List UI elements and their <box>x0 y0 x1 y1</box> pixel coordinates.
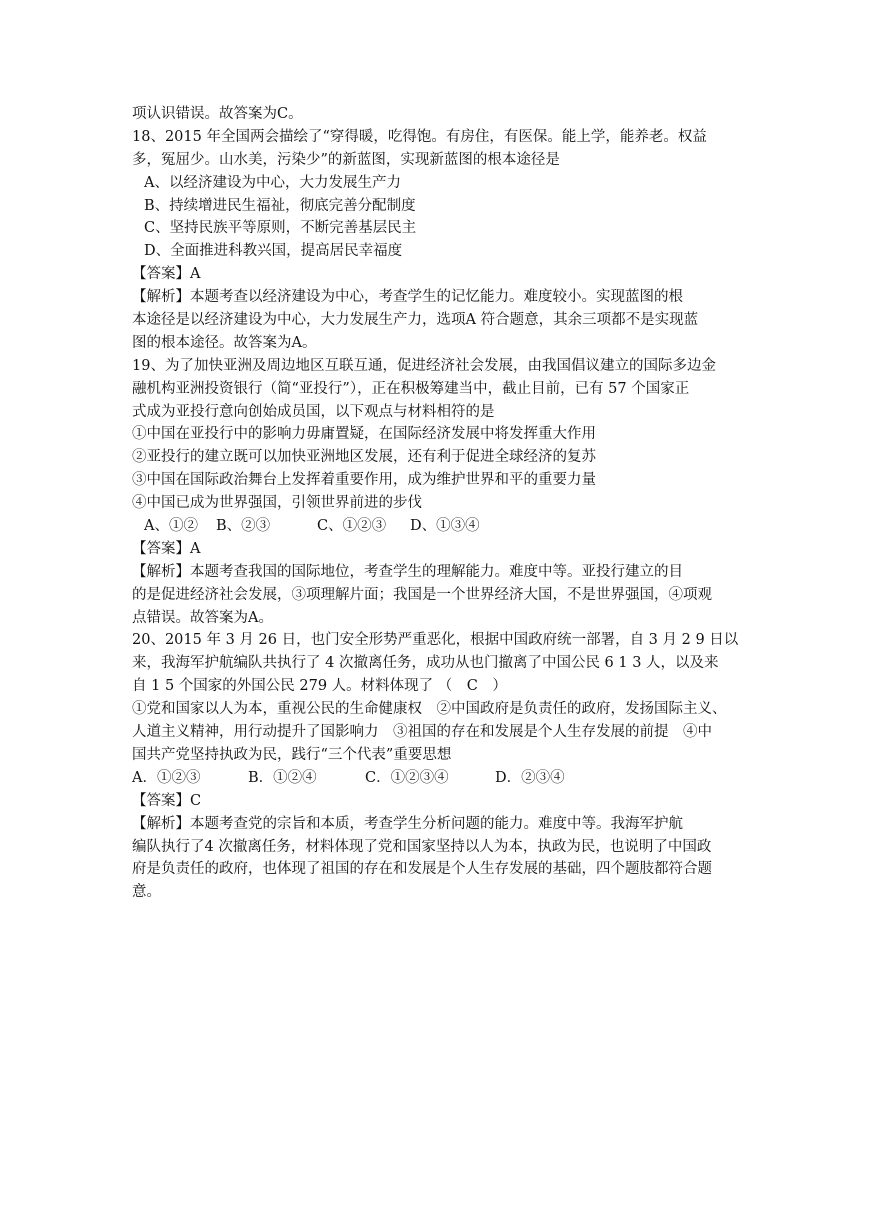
question-20-analysis-cont: 府是负责任的政府，也体现了祖国的存在和发展是个人生存发展的基础，四个题肢都符合题 <box>132 861 712 878</box>
question-20-statements-cont: 人道主义精神，用行动提升了国影响力 ③祖国的存在和发展是个人生存发展的前提 ④中 <box>132 724 712 741</box>
question-18-stem: 18、2015 年全国两会描绘了“穿得暖，吃得饱。有房住，有医保。能上学，能养老。权益 <box>132 128 707 145</box>
question-19-analysis-cont: 的是促进经济社会发展，③项理解片面；我国是一个世界经济大国，不是世界强国，④项观 <box>132 586 712 603</box>
question-20-statements: ①党和国家以人为本，重视公民的生命健康权 ②中国政府是负责任的政府，发扬国际主义、 <box>132 701 727 718</box>
question-20-answer: 【答案】C <box>132 792 202 809</box>
question-19-statement-3: ③中国在国际政治舞台上发挥着重要作用，成为维护世界和平的重要力量 <box>132 472 596 489</box>
question-19-stem: 19、为了加快亚洲及周边地区互联互通，促进经济社会发展，由我国倡议建立的国际多边金 <box>132 357 716 374</box>
question-20-options <box>132 767 752 790</box>
question-19-statement-1: ①中国在亚投行中的影响力毋庸置疑，在国际经济发展中将发挥重大作用 <box>132 426 596 443</box>
question-19-statement-4: ④中国已成为世界强国，引领世界前进的步伐 <box>132 495 422 512</box>
question-20-stem-cont: 自 1 5 个国家的外国公民 279 人。材料体现了 （ C ） <box>132 678 507 695</box>
question-18-answer: 【答案】A <box>132 266 201 283</box>
question-18-option-b: B、持续增进民生福祉，彻底完善分配制度 <box>144 197 416 214</box>
question-20-option-b: B．①②④ <box>248 769 317 786</box>
question-18-analysis-cont: 本途径是以经济建设为中心，大力发展生产力，选项A 符合题意，其余三项都不是实现蓝 <box>132 312 699 329</box>
question-20-option-a: A．①②③ <box>132 769 201 786</box>
question-18-option-a: A、以经济建设为中心，大力发展生产力 <box>144 174 401 191</box>
question-19-options <box>132 515 752 538</box>
question-20-analysis-cont: 编队执行了4 次撤离任务，材料体现了党和国家坚持以人为本，执政为民，也说明了中国政 <box>132 838 712 855</box>
question-20-stem: 20、2015 年 3 月 26 日，也门安全形势严重恶化，根据中国政府统一部署，自 3 月 2 9 日以 <box>132 632 739 649</box>
question-18-analysis-cont: 图的根本途径。故答案为A。 <box>132 334 317 351</box>
question-19-answer: 【答案】A <box>132 540 201 557</box>
question-19-option-c: C、①②③ <box>317 518 387 535</box>
question-20-analysis-cont: 意。 <box>132 884 161 901</box>
question-19-statement-2: ②亚投行的建立既可以加快亚洲地区发展，还有利于促进全球经济的复苏 <box>132 449 596 466</box>
question-20-option-d: D．②③④ <box>495 769 565 786</box>
question-19-option-d: D、①③④ <box>410 518 480 535</box>
question-19-option-a: A、①② <box>144 518 198 535</box>
question-18-analysis: 【解析】本题考查以经济建设为中心，考查学生的记忆能力。难度较小。实现蓝图的根 <box>132 289 683 306</box>
text-line: 项认识错误。故答案为C。 <box>132 106 303 122</box>
question-19-analysis-cont: 点错误。故答案为A。 <box>132 609 273 626</box>
question-18-option-c: C、坚持民族平等原则，不断完善基层民主 <box>144 220 417 237</box>
question-20-statements-cont: 国共产党坚持执政为民，践行“三个代表”重要思想 <box>132 746 452 763</box>
question-20-option-c: C．①②③④ <box>365 769 449 786</box>
question-20-analysis: 【解析】本题考查党的宗旨和本质，考查学生分析问题的能力。难度中等。我海军护航 <box>132 815 683 832</box>
question-18-option-d: D、全面推进科教兴国，提高居民幸福度 <box>144 243 403 260</box>
question-20-stem-cont: 来，我海军护航编队共执行了 4 次撤离任务，成功从也门撤离了中国公民 6 1 3 人，以及来 <box>132 655 719 672</box>
question-19-analysis: 【解析】本题考查我国的国际地位，考查学生的理解能力。难度中等。亚投行建立的目 <box>132 563 683 580</box>
document-body <box>132 103 752 904</box>
question-19-option-b: B、②③ <box>216 518 271 535</box>
question-19-stem-cont: 融机构亚洲投资银行（简“亚投行”），正在积极筹建当中，截止目前，已有 57 个国家正 <box>132 380 690 397</box>
question-19-stem-cont: 式成为亚投行意向创始成员国，以下观点与材料相符的是 <box>132 403 495 420</box>
question-18-stem-cont: 多，冤屈少。山水美，污染少”的新蓝图，实现新蓝图的根本途径是 <box>132 151 560 168</box>
